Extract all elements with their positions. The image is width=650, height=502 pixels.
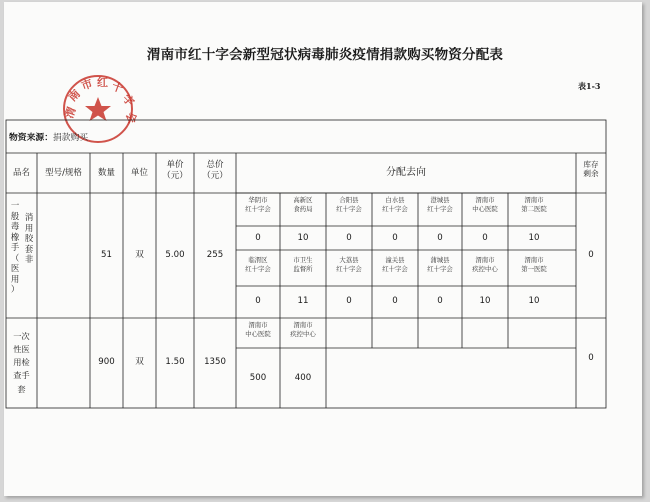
- material-source: [9, 130, 88, 143]
- item1-alloc-2: 10: [297, 233, 309, 243]
- item1-dest-13: 渭南市 疾控中心: [472, 256, 498, 274]
- item1-dest-6: 渭南市 中心医院: [472, 196, 498, 214]
- item2-dest-1: 渭南市 中心医院: [245, 321, 271, 339]
- svg-text:渭: 渭: [62, 105, 79, 121]
- item1-dest-14: 渭南市 第一医院: [521, 256, 547, 274]
- item2-dest-2: 渭南市 疾控中心: [290, 321, 316, 339]
- item1-alloc-8: 0: [255, 296, 261, 306]
- item2-price: 1.50: [165, 357, 185, 367]
- item1-alloc-4: 0: [392, 233, 398, 243]
- item1-dest-9: 市卫生 监督所: [293, 256, 313, 274]
- item1-dest-10: 大荔县 红十字会: [336, 256, 362, 274]
- item1-dest-12: 蒲城县 红十字会: [427, 256, 453, 274]
- document-title: 渭南市红十字会新型冠状病毒肺炎疫情捐款购买物资分配表: [146, 47, 504, 63]
- item1-alloc-9: 11: [297, 296, 309, 306]
- item2-alloc-2: 400: [294, 373, 312, 383]
- svg-text:南: 南: [65, 87, 83, 105]
- header-name: 品名: [12, 168, 30, 178]
- item1-dest-1: 华阴市 红十字会: [245, 196, 271, 214]
- item1-alloc-11: 0: [392, 296, 398, 306]
- item1-alloc-10: 0: [346, 296, 352, 306]
- header-stock: 库存 剩余: [583, 160, 599, 179]
- item1-name-col1: 一 般 毒 橡 手 （ 医 用 ）: [10, 200, 20, 294]
- item1-alloc-3: 0: [346, 233, 352, 243]
- material-source-value: 捐款购买: [53, 133, 89, 143]
- item2-stock: 0: [588, 353, 594, 363]
- svg-text:会: 会: [123, 110, 140, 126]
- item1-alloc-12: 0: [437, 296, 443, 306]
- header-price: 单价 （元）: [162, 160, 188, 181]
- item1-dest-2: 高新区 食药局: [293, 196, 313, 214]
- header-model: 型号/规格: [45, 168, 82, 178]
- header-distribution: 分配去向: [386, 167, 426, 178]
- item1-alloc-1: 0: [255, 233, 261, 243]
- item2-total: 1350: [204, 357, 226, 367]
- svg-text:字: 字: [119, 91, 137, 109]
- header-qty: 数量: [97, 168, 115, 178]
- item1-dest-8: 临渭区 红十字会: [245, 256, 271, 274]
- header-total: 总价 （元）: [202, 160, 228, 181]
- item2-alloc-1: 500: [249, 373, 267, 383]
- item2-qty: 900: [98, 357, 115, 367]
- item1-alloc-7: 10: [528, 233, 540, 243]
- item1-price: 5.00: [165, 250, 185, 260]
- item2-name: 一次 性医 用检 查手 套: [13, 331, 30, 394]
- item1-dest-5: 澄城县 红十字会: [427, 196, 453, 214]
- material-source-label: 物资来源：: [9, 133, 53, 143]
- item2-unit: 双: [135, 357, 144, 367]
- item1-name-col2: 消 用 胶 套 非: [24, 212, 34, 264]
- item1-qty: 51: [101, 250, 112, 260]
- item1-total: 255: [206, 250, 224, 260]
- item1-dest-11: 潼关县 红十字会: [382, 256, 408, 274]
- item1-alloc-14: 10: [528, 296, 540, 306]
- svg-text:十: 十: [109, 79, 125, 96]
- svg-text:市: 市: [79, 76, 95, 93]
- item1-alloc-6: 0: [482, 233, 488, 243]
- table-number: 表1-3: [578, 81, 601, 91]
- item1-dest-3: 合阳县 红十字会: [336, 196, 362, 214]
- item1-dest-4: 白水县 红十字会: [382, 196, 408, 214]
- item1-alloc-5: 0: [437, 233, 443, 243]
- item1-stock: 0: [588, 250, 594, 260]
- item1-alloc-13: 10: [479, 296, 491, 306]
- header-unit: 单位: [130, 168, 148, 178]
- svg-text:红: 红: [97, 76, 108, 89]
- item1-unit: 双: [135, 250, 144, 260]
- item1-dest-7: 渭南市 第二医院: [521, 196, 547, 214]
